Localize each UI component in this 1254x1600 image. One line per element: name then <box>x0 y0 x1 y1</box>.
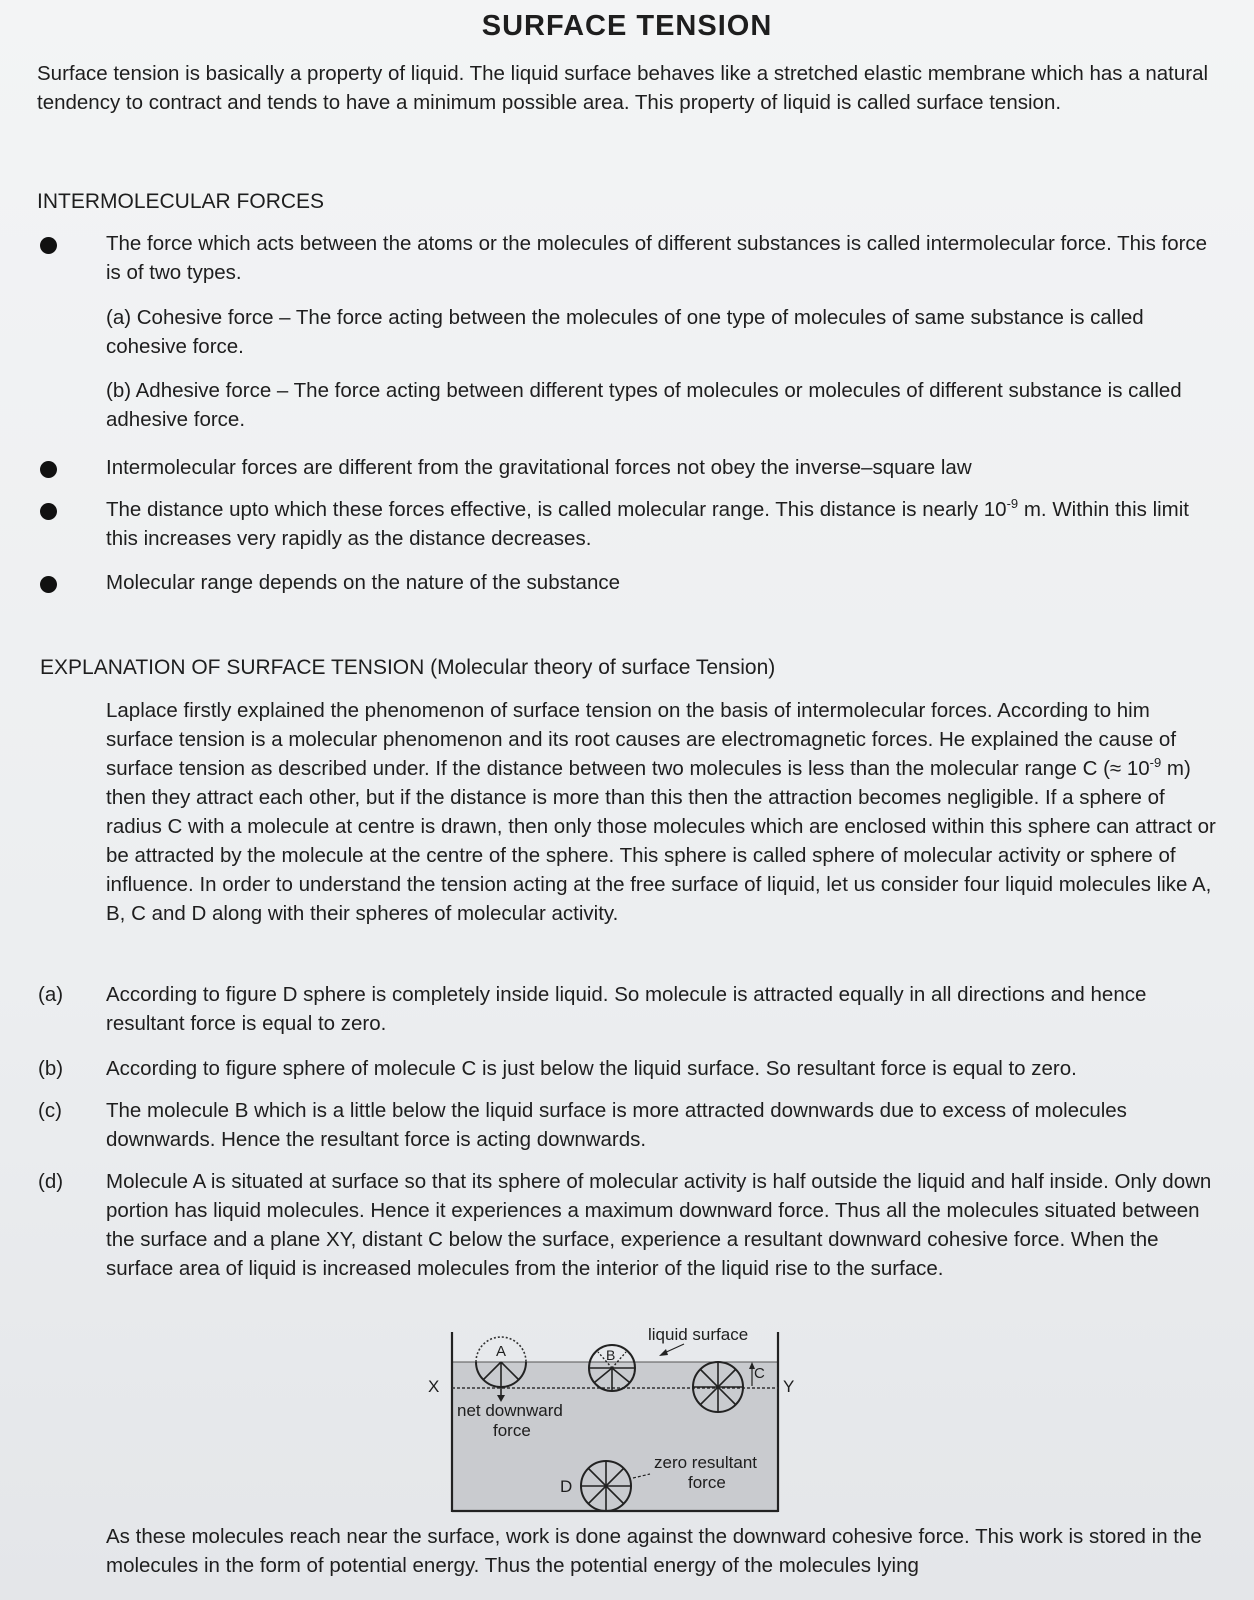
label-c: C <box>754 1365 765 1382</box>
item-text-c: The molecule B which is a little below the liquid surface is more attracted downwards due to excess of molecules downwards. Hence the resultant force is acting downwards. <box>106 1099 1127 1151</box>
sub-item-cohesive: (a) Cohesive force – The force acting between the molecules of one type of molecules of same substance is called cohesive force. <box>106 306 1144 358</box>
label-zero-resultant: zero resultant <box>654 1453 757 1472</box>
item-label: (c) <box>38 1099 62 1122</box>
label-d: D <box>560 1477 573 1496</box>
bullet-dot <box>40 461 57 478</box>
closing-paragraph: As these molecules reach near the surface, work is done against the downward cohesive force. This work is stored in the molecules in the form of potential energy. Thus the potential energy of the molecules lying <box>106 1525 1202 1577</box>
section-heading-intermolecular: INTERMOLECULAR FORCES <box>37 190 325 213</box>
item-label: (d) <box>38 1170 64 1193</box>
label-x: X <box>428 1377 440 1396</box>
bullet-dot <box>40 576 57 593</box>
item-text-d: Molecule A is situated at surface so that its sphere of molecular activity is half outside the liquid and half inside. Only down portion has liquid molecules. Hence it experiences a maximum downward force. Thus all the molecules situated between the surface and a plane XY, distant C below the surface, experience a resultant downward cohesive force. When the surface area of liquid is increased molecules from the interior of the liquid rise to the surface. <box>106 1170 1212 1280</box>
label-a: A <box>496 1343 507 1360</box>
label-net-downward-force: force <box>493 1421 531 1440</box>
bullet-text-1: The force which acts between the atoms or the molecules of different substances is called intermolecular force. This force is of two types. <box>106 232 1208 284</box>
section-heading-explanation: EXPLANATION OF SURFACE TENSION (Molecular theory of surface Tension) <box>40 656 776 679</box>
sub-item-adhesive: (b) Adhesive force – The force acting between different types of molecules or molecules of different substance is called adhesive force. <box>106 379 1182 431</box>
bullet-text-2: Intermolecular forces are different from the gravitational forces not obey the inverse–square law <box>106 456 972 479</box>
bullet-text-3: The distance upto which these forces effective, is called molecular range. This distance is nearly $10^{-9}$ m. Within this limit this increases very rapidly as the distance decreases. <box>106 496 1190 550</box>
item-label: (b) <box>38 1057 64 1080</box>
label-zero-resultant-force: force <box>688 1473 726 1492</box>
label-b: B <box>606 1347 616 1363</box>
item-text-b: According to figure sphere of molecule C is just below the liquid surface. So resultant force is equal to zero. <box>106 1057 1077 1080</box>
item-text-a: According to figure D sphere is completely inside liquid. So molecule is attracted equally in all directions and hence resultant force is equal to zero. <box>106 983 1147 1035</box>
item-label: (a) <box>38 983 64 1006</box>
bullet-dot <box>40 503 57 520</box>
label-net-downward: net downward <box>457 1401 563 1420</box>
surface-tension-figure <box>430 1324 802 1512</box>
intro-paragraph: Surface tension is basically a property of liquid. The liquid surface behaves like a stretched elastic membrane which has a natural tendency to contract and tends to have a minimum possible area. This property of liquid is called surface tension. <box>37 62 1209 114</box>
bullet-text-4: Molecular range depends on the nature of the substance <box>106 571 620 594</box>
explanation-paragraph: Laplace firstly explained the phenomenon of surface tension on the basis of intermolecular forces. According to him surface tension is a molecular phenomenon and its root causes are electromagnetic forces. He explained the cause of surface tension as described under. If the distance between two molecules is less than the molecular range C (≈ $10^{-9}$ m) then they attract each other, but if the distance is more than this then the attraction becomes negligible. If a sphere of radius C with a molecule at centre is drawn, then only those molecules which are enclosed within this sphere can attract or be attracted by the molecule at the centre of the sphere. This sphere is called sphere of molecular activity or sphere of influence. In order to understand the tension acting at the free surface of liquid, let us consider four liquid molecules like A, B, C and D along with their spheres of molecular activity. <box>106 699 1216 925</box>
bullet-dot <box>40 237 57 254</box>
label-y: Y <box>783 1377 795 1396</box>
page-title: SURFACE TENSION <box>481 10 773 42</box>
label-liquid-surface: liquid surface <box>648 1325 749 1344</box>
